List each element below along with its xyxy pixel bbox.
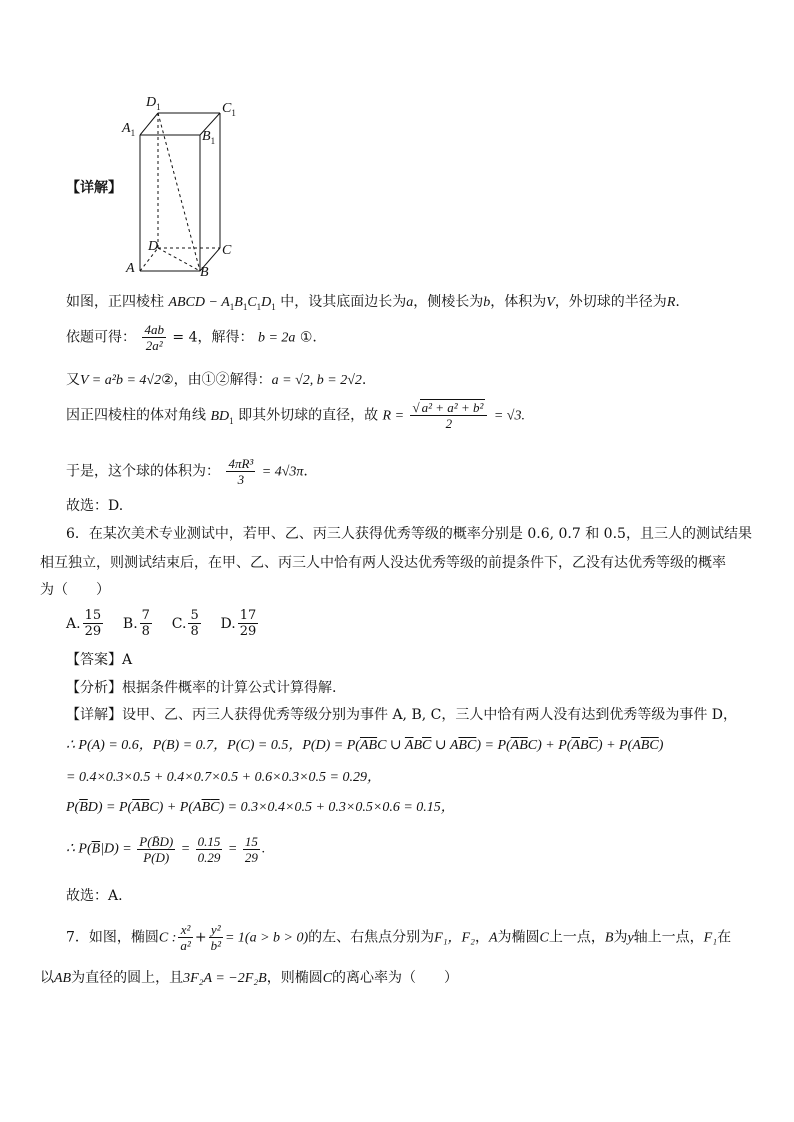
vertex-a: A [126,261,135,276]
vertex-d: D [148,239,159,254]
fraction: $\frac{\text{4πR³}}{3}$ [228,456,254,487]
q6-stem-line3: 为（ ） [40,582,110,598]
q6-stem-line1: 6．在某次美术专业测试中，若甲、乙、丙三人获得优秀等级的概率分别是 0.6, 0.7 和 0.5，且三人的测试结果 [66,526,752,542]
q5-line3: 又V = a²b = 4√2②，由①②解得：a = √2, b = 2√2. [66,372,367,388]
q6-options [66,608,260,639]
q6-detail-line2: ∴ P(A) = 0.6，P(B) = 0.7，P(C) = 0.5，$P(D) = P(\overline{A}\overline{B}C$ ∪ $\overline{A}B\overline{C}$ ∪ $A\overline{B}\overline{C}) = P(\overline{A}\overline{B}C) + P(\overline{A}B\overline{C}) + P(A\overline{B}\overline{C})$ [66,738,664,753]
prism-figure [118,95,258,280]
q6-detail-line4: $P(\overline{B}D) = P(\overline{A}\overline{B}C) + P(A\overline{B}\overline{C}) = 0.3\times 0.4\times 0.5 + 0.3\times 0.5\times 0.6 = 0.15$， [66,800,455,815]
fraction: $\frac{P(B̄D)}{P(D)}$ [139,834,174,865]
q5-line2: 依题可得： $\frac{4ab}{\text{2a²}}$ = 4，解得： b = 2a ①. [66,322,317,353]
q5-line5: 于是，这个球的体积为： $\frac{\text{4πR³}}{3}$ = 4√3π. [66,456,308,487]
fraction: $\frac{\text{x²}}{\text{a²}}$ [180,922,191,953]
fraction: $\frac{4ab}{\text{2a²}}$ [144,322,164,353]
fraction: $\frac{\text{√ a² + a² + b²}}{2}$ [410,400,487,431]
q6-detail-line5: ∴ $P(\overline{B}|D)$ = $\frac{P(B̄D)}{P(D)}$ = $\frac{0.15}{0.29}$ = $\frac{15}{29}$ . [66,834,266,865]
q6-answer: 【答案】A [66,652,133,668]
q5-line1: 如图，正四棱柱 ABCD − $A_1B_1C_1D_1$ 中，设其底面边长为a，侧棱长为b，体积为V，外切球的半径为R. [66,294,680,312]
option-d: D. $\frac{17}{29}$ [220,608,257,639]
q7-stem-line2: 以AB为直径的圆上，且3F₂A = −2F₂B，则椭圆C的离心率为（ ） [40,970,459,986]
detail-tag: 【详解】 [66,180,122,196]
q6-detail-line1: 【详解】设甲、乙、丙三人获得优秀等级分别为事件 A, B, C，三人中恰有两人没有达到优秀等级为事件 D， [66,707,738,723]
option-c: C. $\frac{5}{8}$ [171,608,199,639]
fraction: $\frac{15}{29}$ [244,834,258,865]
q6-stem-line2: 相互独立，则测试结束后，在甲、乙、丙三人中恰有两人没达优秀等级的前提条件下，乙没有达优秀等级的概率 [40,555,726,571]
fraction: $\frac{0.15}{0.29}$ [197,834,221,865]
vertex-b: B [200,265,209,280]
q6-choose: 故选：A. [66,888,123,904]
fraction: $\frac{\text{y²}}{\text{b²}}$ [210,922,221,953]
option-b: B. $\frac{7}{8}$ [122,608,150,639]
q5-line4: 因正四棱柱的体对角线 $BD_1$ 即其外切球的直径，故 R = $\frac{\text{√ a² + a² + b²}}{2}$ = √3. [66,400,525,431]
q6-analysis: 【分析】根据条件概率的计算公式计算得解. [66,680,337,696]
vertex-b1: $B_1$ [202,129,216,146]
vertex-c1: $C_1$ [222,101,236,118]
vertex-c: C [222,243,232,258]
vertex-a1: $A_1$ [122,121,136,138]
prism-diagram [118,95,258,280]
option-a: A. $\frac{15}{29}$ [66,608,102,639]
vertex-d1: $D_1$ [146,95,161,112]
q6-detail-line3: = 0.4×0.3×0.5 + 0.4×0.7×0.5 + 0.6×0.3×0.5 = 0.29， [66,770,381,785]
q7-stem-line1: 7．如图，椭圆C : $\frac{\text{x²}}{\text{a²}}$ + $\frac{\text{y²}}{\text{b²}}$ = 1(a > b > 0)的左、右焦点分别为F₁，F₂，A为椭圆C上一点，B为y轴上一点，F₁在 [66,922,732,953]
q5-line6: 故选：D. [66,498,124,514]
